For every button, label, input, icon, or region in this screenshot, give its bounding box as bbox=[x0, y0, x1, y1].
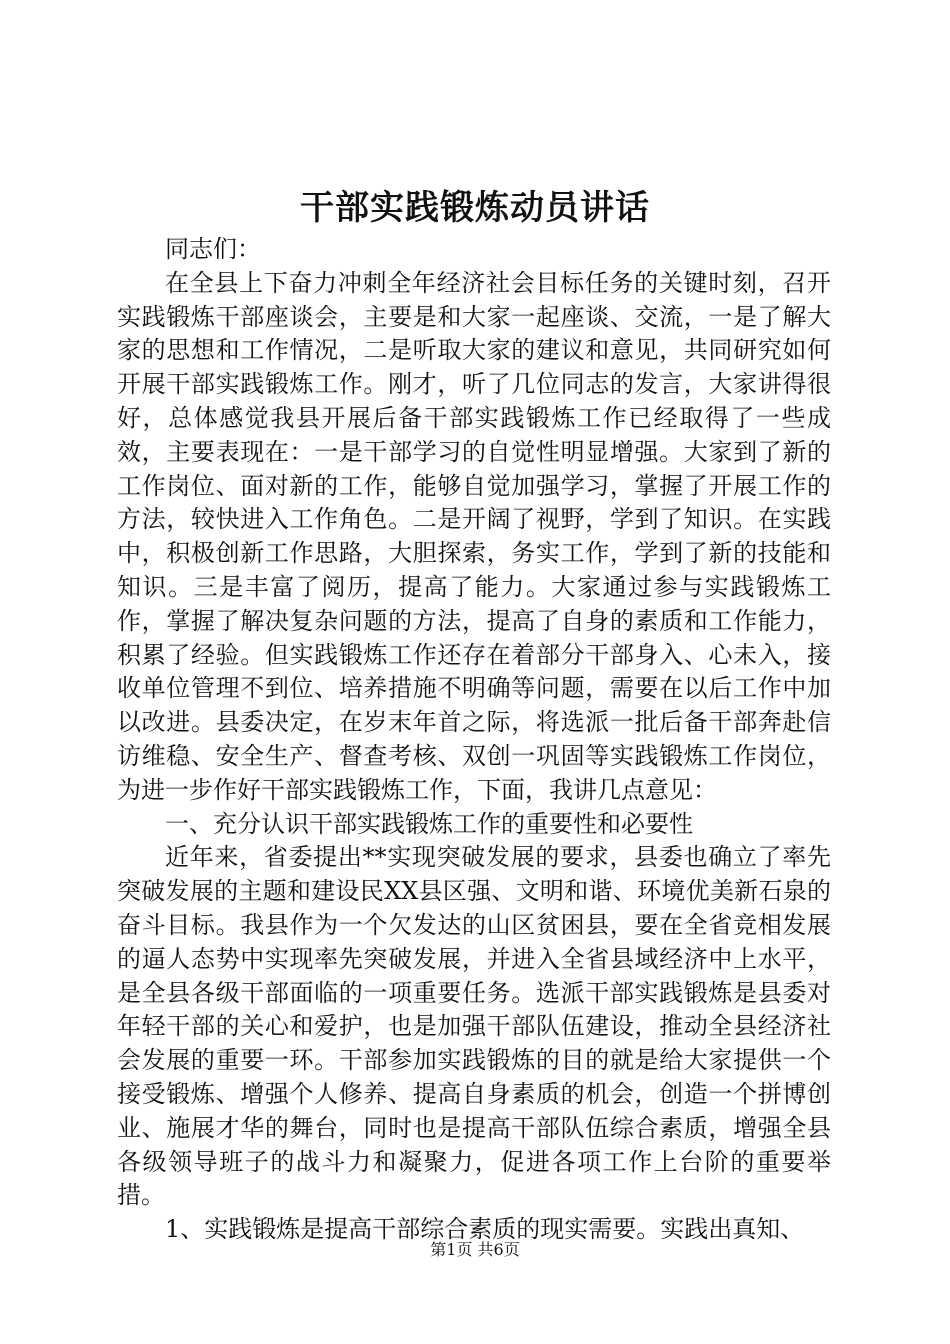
body-paragraph: 在全县上下奋力冲刺全年经济社会目标任务的关键时刻，召开实践锻炼干部座谈会，主要是和大家一起座谈、交流，一是了解大家的思想和工作情况，二是听取大家的建议和意见，共同研究如何开展干部实践锻炼工作。刚才，听了几位同志的发言，大家讲得很好，总体感觉我县开展后备干部实践锻炼工作已经取得了一些成效，主要表现在：一是干部学习的自觉性明显增强。大家到了新的工作岗位、面对新的工作，能够自觉加强学习，掌握了开展工作的方法，较快进入工作角色。二是开阔了视野，学到了知识。在实践中，积极创新工作思路，大胆探索，务实工作，学到了新的技能和知识。三是丰富了阅历，提高了能力。大家通过参与实践锻炼工作，掌握了解决复杂问题的方法，提高了自身的素质和工作能力，积累了经验。但实践锻炼工作还存在着部分干部身入、心未入，接收单位管理不到位、培养措施不明确等问题，需要在以后工作中加以改进。县委决定，在岁末年首之际，将选派一批后备干部奔赴信访维稳、安全生产、督查考核、双创一巩固等实践锻炼工作岗位，为进一步作好干部实践锻炼工作，下面，我讲几点意见： bbox=[117, 268, 831, 804]
document-title: 干部实践锻炼动员讲话 bbox=[300, 188, 650, 228]
body-paragraph: 近年来，省委提出**实现突破发展的要求，县委也确立了率先突破发展的主题和建设民XX县区强、文明和谐、环境优美新石泉的奋斗目标。我县作为一个欠发达的山区贫困县，要在全省竞相发展的逼人态势中实现率先突破发展，并进入全省县域经济中上水平，是全县各级干部面临的一项重要任务。选派干部实践锻炼是县委对年轻干部的关心和爱护，也是加强干部队伍建设，推动全县经济社会发展的重要一环。干部参加实践锻炼的目的就是给大家提供一个接受锻炼、增强个人修养、提高自身素质的机会，创造一个拼博创业、施展才华的舞台，同时也是提高干部队伍综合素质，增强全县各级领导班子的战斗力和凝聚力，促进各项工作上台阶的重要举措。 bbox=[117, 843, 831, 1210]
document-body bbox=[117, 233, 831, 1247]
page-number-footer: 第1页 共6页 bbox=[430, 1240, 520, 1259]
body-paragraph: 1、实践锻炼是提高干部综合素质的现实需要。实践出真知、 bbox=[165, 1215, 805, 1244]
section-heading: 一、充分认识干部实践锻炼工作的重要性和必要性 bbox=[165, 809, 693, 838]
salutation: 同志们： bbox=[165, 235, 261, 263]
